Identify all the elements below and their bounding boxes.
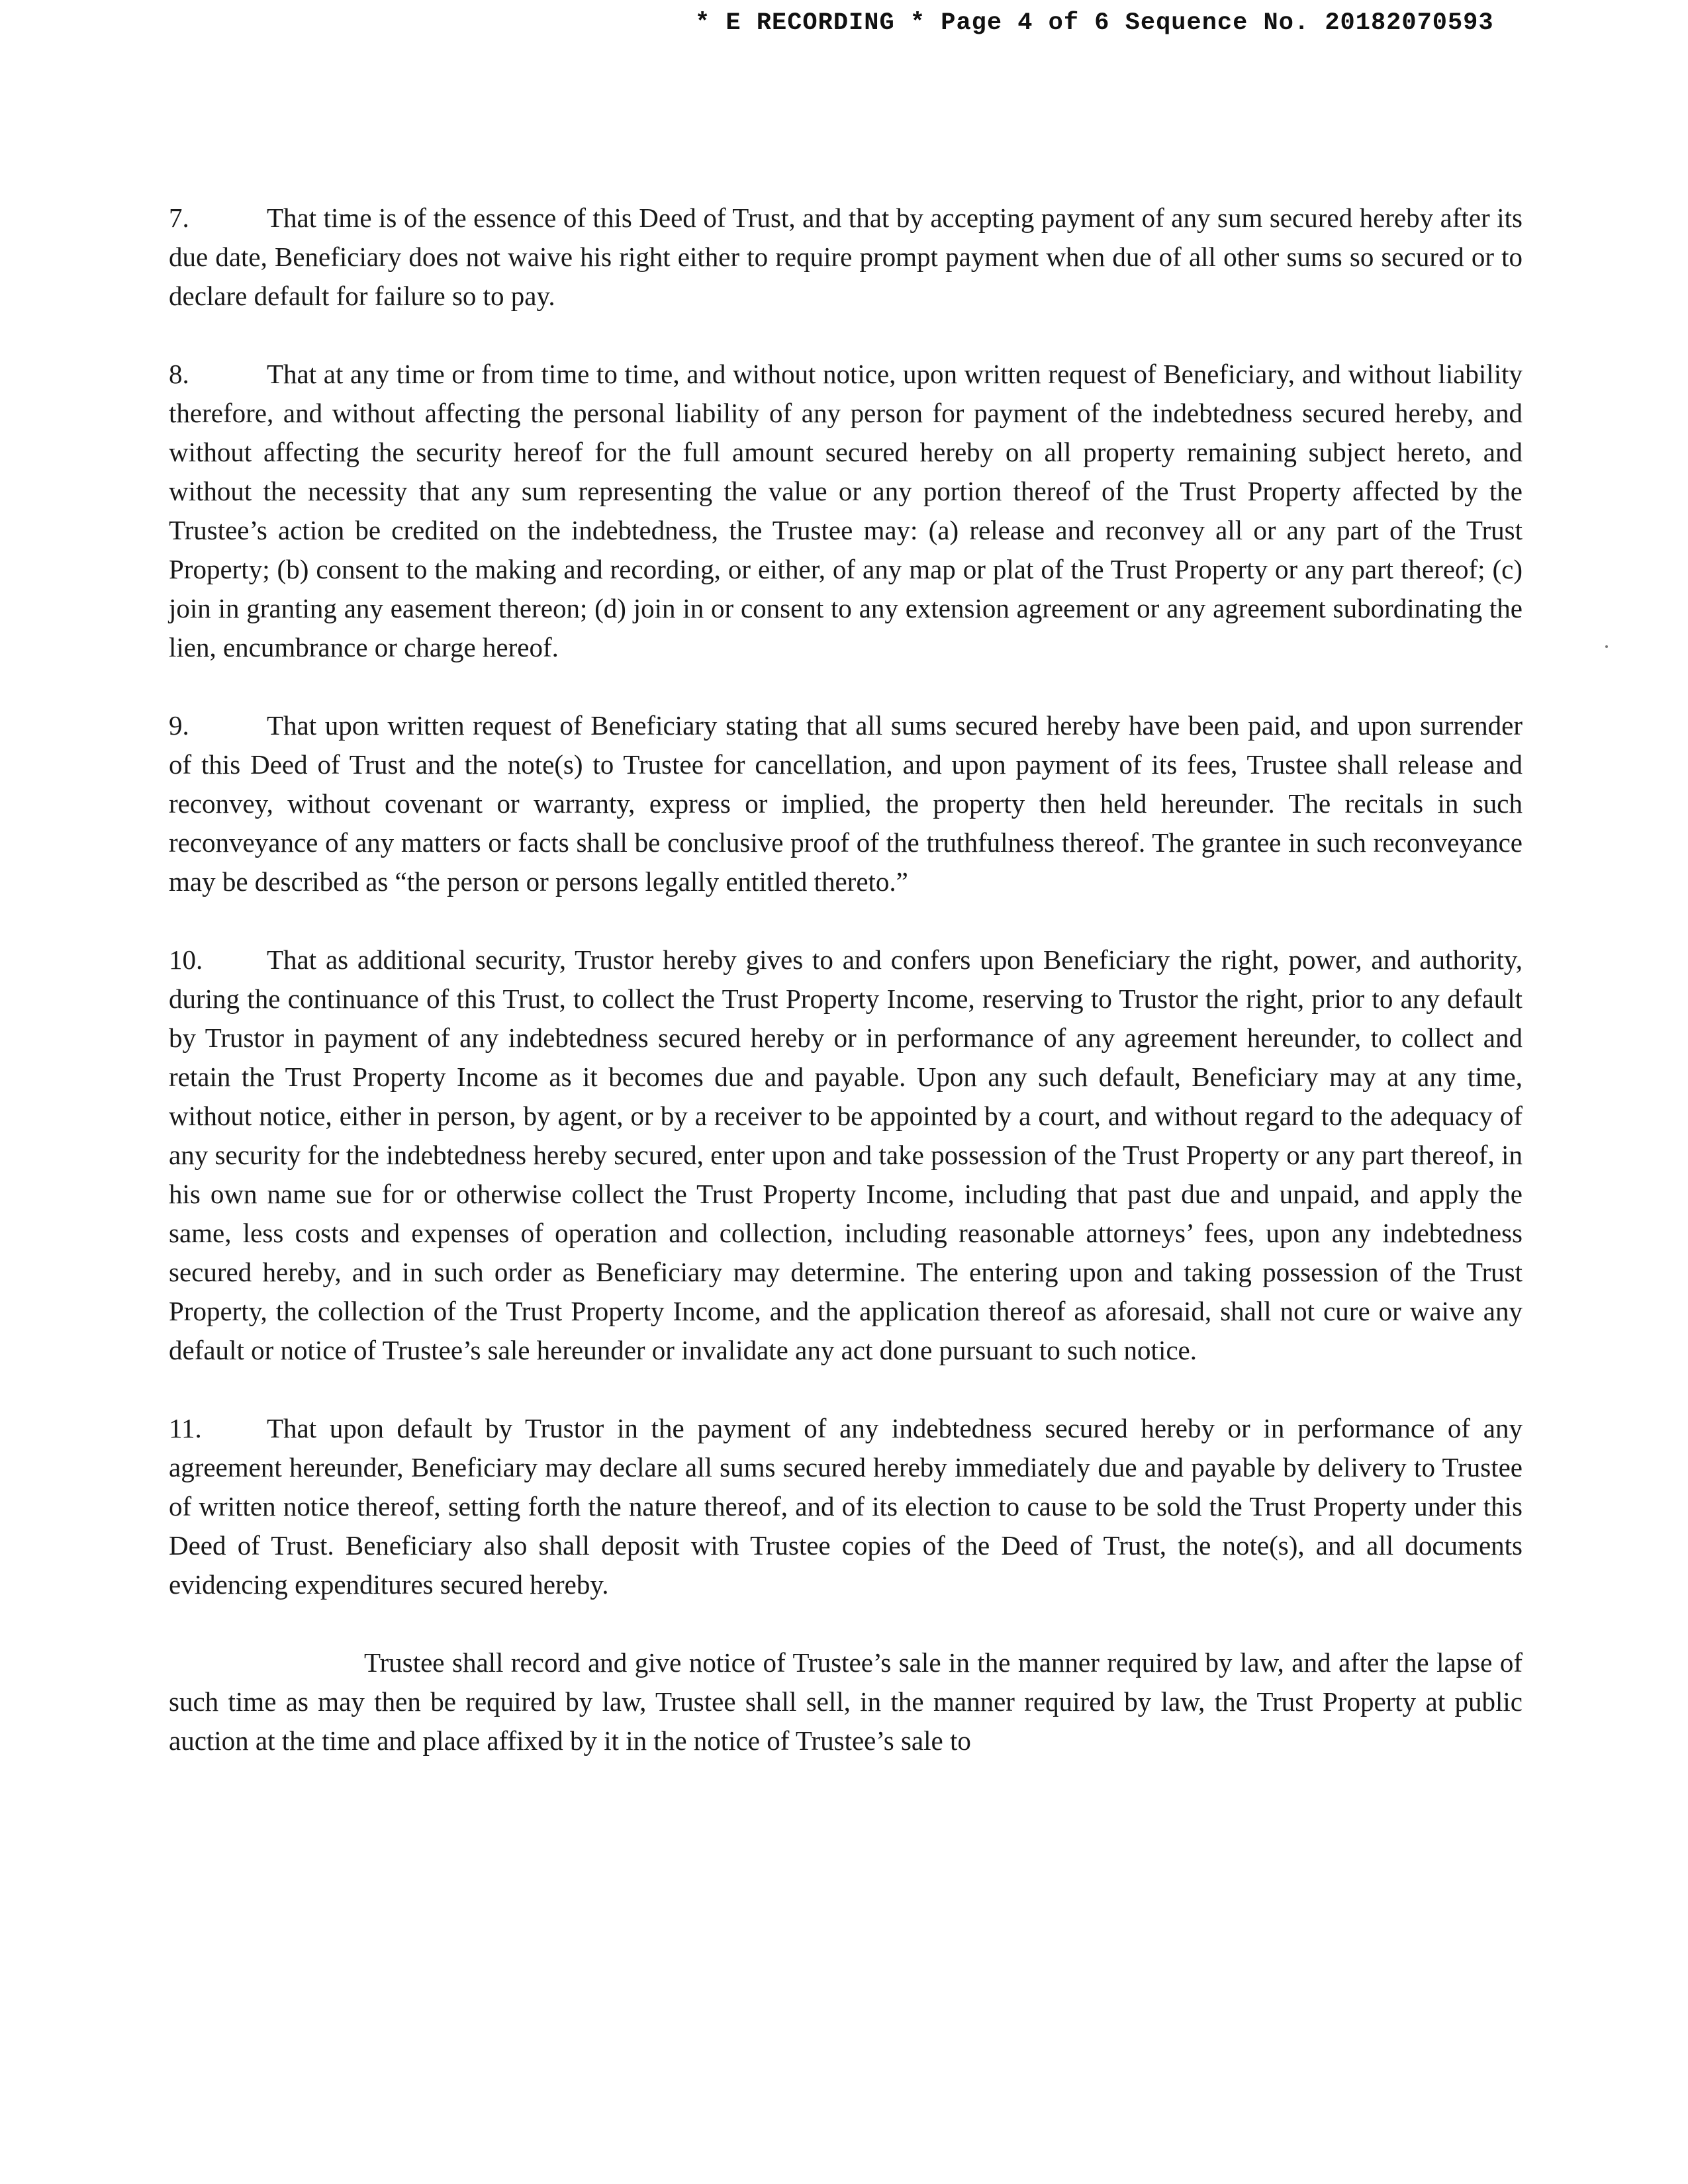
- paragraph-10: [169, 940, 1523, 1370]
- scan-speck: [1605, 645, 1608, 648]
- paragraph-text: That time is of the essence of this Deed of Trust, and that by accepting payment of any sum secured hereby after its due date, Beneficiary does not waive his right either to require prompt payment when due of all other sums so secured or to declare default for failure so to pay.: [169, 203, 1523, 311]
- paragraph-number: 11.: [169, 1413, 202, 1443]
- paragraph-number: 8.: [169, 359, 189, 389]
- paragraph-number: 7.: [169, 203, 189, 233]
- paragraph-trustee-sale: Trustee shall record and give notice of Trustee’s sale in the manner required by law, and after the lapse of such time as may then be required by law, Trustee shall sell, in the manner required by law, the Trust Property at public auction at the time and place affixed by it in the notice of Trustee’s sale to: [169, 1647, 1523, 1756]
- recording-header: * E RECORDING * Page 4 of 6 Sequence No. 20182070593: [695, 9, 1494, 37]
- paragraph-text: That at any time or from time to time, and without notice, upon written request of Beneficiary, and without liability therefore, and without affecting the personal liability of any person for payment of the indebtedness secured hereby, and without affecting the security hereof for the full amount secured hereby on all property remaining subject hereto, and without the necessity that any sum representing the value or any portion thereof of the Trust Property affected by the Trustee’s action be credited on the indebtedness, the Trustee may: (a) release and reconvey all or any part of the Trust Property; (b) consent to the making and recording, or either, of any map or plat of the Trust Property or any part thereof; (c) join in granting any easement thereon; (d) join in or consent to any extension agreement or any agreement subordinating the lien, encumbrance or charge hereof.: [169, 359, 1523, 662]
- paragraph-7: [169, 199, 1523, 316]
- paragraph-text: That upon written request of Beneficiary stating that all sums secured hereby have been paid, and upon surrender of this Deed of Trust and the note(s) to Trustee for cancellation, and upon payment of its fees, Trustee shall release and reconvey, without covenant or warranty, express or implied, the property then held hereunder. The recitals in such reconveyance of any matters or facts shall be conclusive proof of the truthfulness thereof. The grantee in such reconveyance may be described as “the person or persons legally entitled thereto.”: [169, 710, 1523, 897]
- paragraph-number: 9.: [169, 710, 189, 741]
- paragraph-text: That as additional security, Trustor hereby gives to and confers upon Beneficiary the right, power, and authority, during the continuance of this Trust, to collect the Trust Property Income, reserving to Trustor the right, prior to any default by Trustor in payment of any indebtedness secured hereby or in performance of any agreement hereunder, to collect and retain the Trust Property Income as it becomes due and payable. Upon any such default, Beneficiary may at any time, without notice, either in person, by agent, or by a receiver to be appointed by a court, and without regard to the adequacy of any security for the indebtedness hereby secured, enter upon and take possession of the Trust Property or any part thereof, in his own name sue for or otherwise collect the Trust Property Income, including that past due and unpaid, and apply the same, less costs and expenses of operation and collection, including reasonable attorneys’ fees, upon any indebtedness secured hereby, and in such order as Beneficiary may determine. The entering upon and taking possession of the Trust Property, the collection of the Trust Property Income, and the application thereof as aforesaid, shall not cure or waive any default or notice of Trustee’s sale hereunder or invalidate any act done pursuant to such notice.: [169, 944, 1523, 1365]
- paragraph-8: [169, 355, 1523, 667]
- document-body: [169, 199, 1523, 1799]
- paragraph-number: 10.: [169, 944, 203, 975]
- paragraph-11: [169, 1409, 1523, 1604]
- paragraph-9: [169, 706, 1523, 901]
- paragraph-text: That upon default by Trustor in the payment of any indebtedness secured hereby or in performance of any agreement hereunder, Beneficiary may declare all sums secured hereby immediately due and payable by delivery to Trustee of written notice thereof, setting forth the nature thereof, and of its election to cause to be sold the Trust Property under this Deed of Trust. Beneficiary also shall deposit with Trustee copies of the Deed of Trust, the note(s), and all documents evidencing expenditures secured hereby.: [169, 1413, 1523, 1600]
